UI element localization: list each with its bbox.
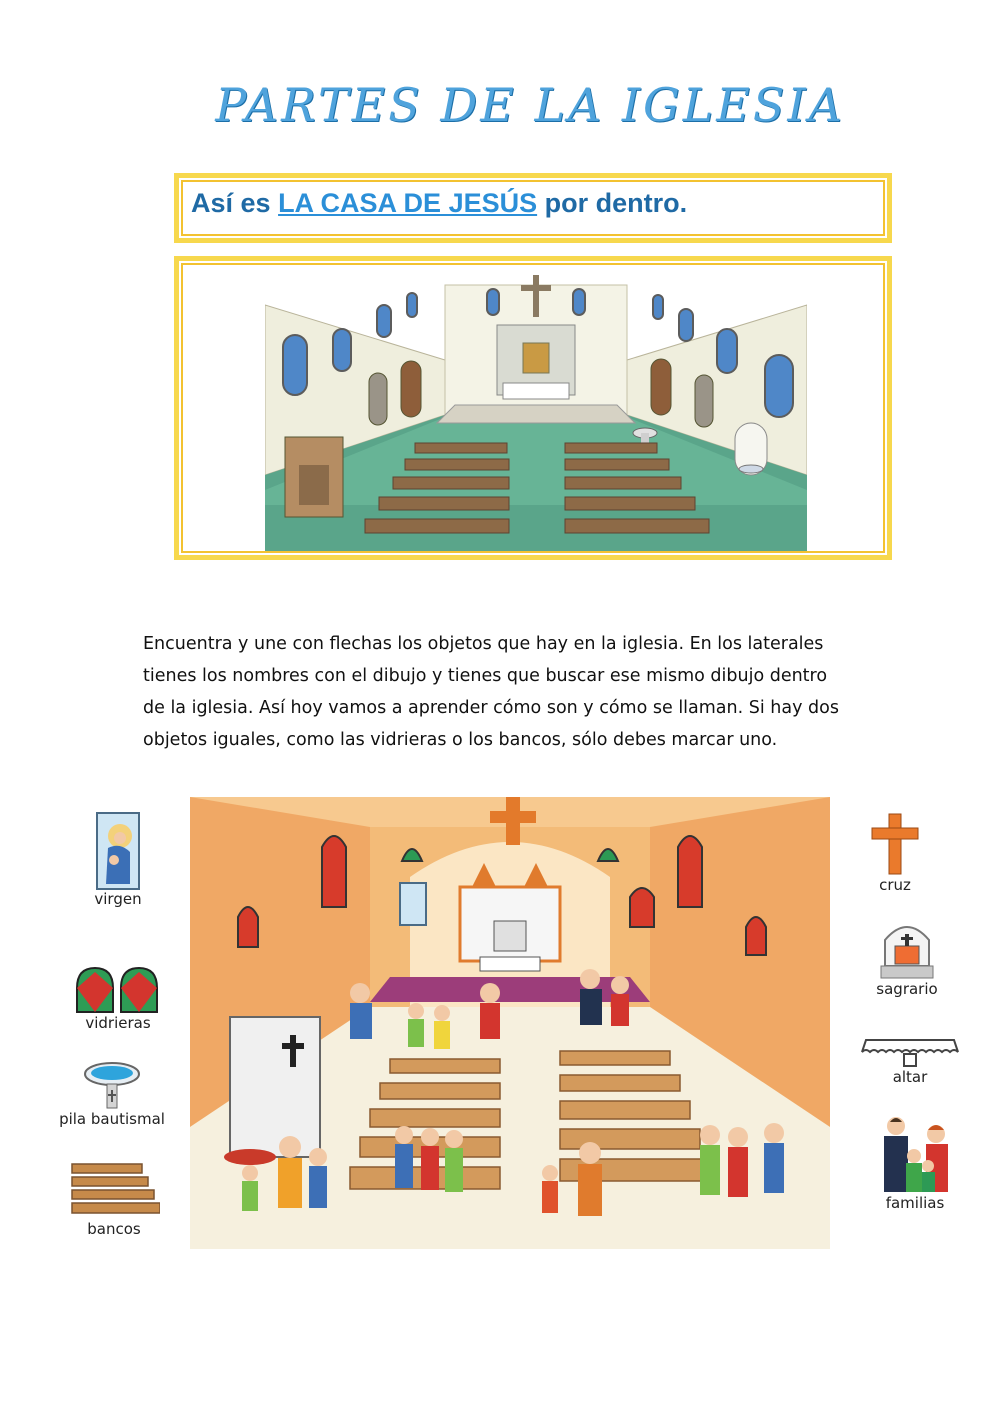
legend-label-vidrieras: vidrieras [85, 1014, 151, 1032]
instruction-line: tienes los nombres con el dibujo y tienes que buscar ese mismo dibujo dentro [143, 666, 828, 686]
legend-label-sagrario: sagrario [876, 980, 938, 998]
legend-bancos[interactable] [64, 1162, 164, 1238]
pews-icon [68, 1162, 160, 1220]
cross-icon [869, 812, 921, 876]
subtitle-prefix: Así es [191, 188, 279, 218]
instruction-line: Encuentra y une con flechas los objetos que hay en la iglesia. En los laterales [143, 634, 824, 654]
virgin-icon [96, 812, 140, 890]
legend-altar[interactable] [858, 1034, 962, 1086]
subtitle [191, 188, 687, 219]
legend-label-virgen: virgen [94, 890, 142, 908]
altar-icon [860, 1034, 960, 1068]
church-interior-frame [174, 256, 892, 560]
tabernacle-icon [875, 916, 939, 980]
legend-familias[interactable] [872, 1114, 958, 1212]
instructions [143, 628, 883, 756]
family-icon [874, 1114, 956, 1194]
church-interior-illustration [265, 265, 807, 551]
instruction-line: de la iglesia. Así hoy vamos a aprender cómo son y cómo se llaman. Si hay dos [143, 698, 839, 718]
legend-cruz[interactable] [854, 812, 936, 894]
legend-sagrario[interactable] [862, 916, 952, 998]
legend-vidrieras[interactable] [72, 966, 164, 1032]
baptismal-font-icon [82, 1060, 142, 1110]
legend-label-bancos: bancos [87, 1220, 141, 1238]
legend-label-cruz: cruz [879, 876, 911, 894]
legend-label-familias: familias [885, 1194, 945, 1212]
instruction-line: objetos iguales, como las vidrieras o los bancos, sólo debes marcar uno. [143, 730, 778, 750]
subtitle-box [174, 173, 892, 243]
stained-glass-icon [73, 966, 163, 1014]
legend-virgen[interactable] [80, 812, 156, 908]
legend-pila-bautismal[interactable] [52, 1060, 172, 1128]
subtitle-suffix: por dentro. [537, 188, 688, 218]
church-scene-illustration [190, 797, 830, 1249]
page-title: PARTES DE LA IGLESIA [215, 78, 845, 132]
subtitle-highlight: LA CASA DE JESÚS [278, 188, 538, 218]
legend-label-altar: altar [892, 1068, 928, 1086]
legend-label-pila-bautismal: pila bautismal [59, 1110, 165, 1128]
